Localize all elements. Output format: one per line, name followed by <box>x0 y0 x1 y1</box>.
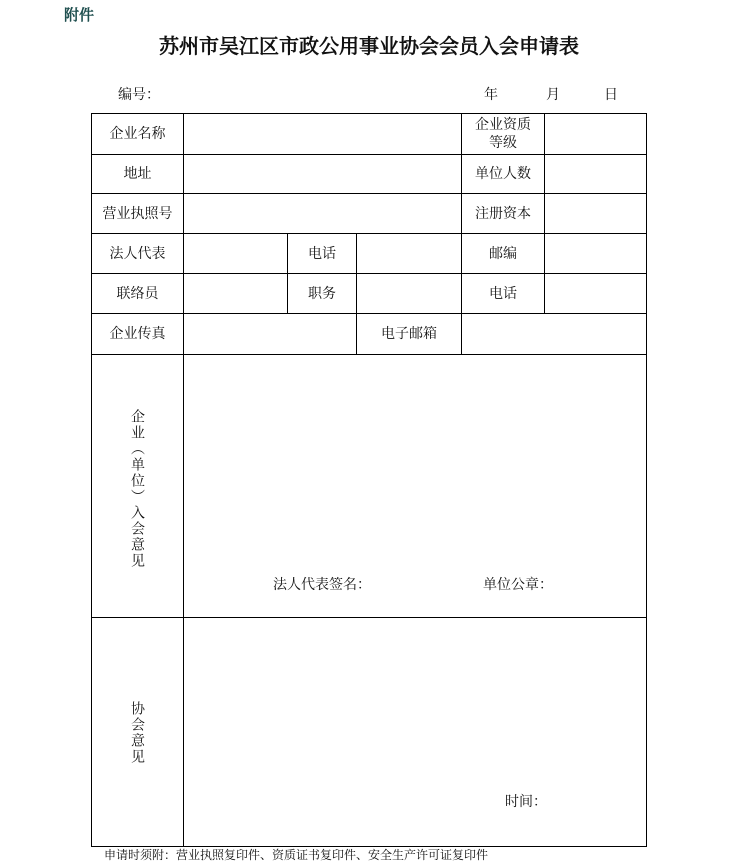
registered-capital-label: 注册资本 <box>475 205 531 222</box>
position-label: 职务 <box>308 285 336 302</box>
company-seal-label: 单位公章： <box>483 577 553 593</box>
address-label: 地址 <box>123 166 152 182</box>
contact-person-label: 联络员 <box>116 285 159 302</box>
postcode-label: 邮编 <box>489 245 517 262</box>
company-name-label: 企业名称 <box>109 126 166 142</box>
contact-phone-label: 电话 <box>489 285 517 302</box>
time-label: 时间： <box>505 794 547 810</box>
footer-note: 申请时须附：营业执照复印件、资质证书复印件、安全生产许可证复印件 <box>104 848 489 862</box>
day-label: 日 <box>604 87 618 103</box>
form-title: 苏州市吴江区市政公用事业协会会员入会申请表 <box>159 34 579 58</box>
license-number-label: 营业执照号 <box>102 205 173 222</box>
number-label: 编号： <box>118 87 160 103</box>
association-opinion-label: 协会意见 <box>129 701 145 765</box>
year-label: 年 <box>484 87 498 103</box>
qualification-label: 企业资质 等级 <box>475 117 531 151</box>
headcount-label: 单位人数 <box>475 166 531 182</box>
legal-signature-label: 法人代表签名： <box>273 577 371 593</box>
phone-label: 电话 <box>308 245 336 262</box>
legal-representative-label: 法人代表 <box>109 245 166 262</box>
month-label: 月 <box>546 87 560 103</box>
attachment-label: 附件 <box>64 6 95 24</box>
company-opinion-label: 企业（单位）入会意见 <box>129 409 145 569</box>
email-label: 电子邮箱 <box>381 326 437 342</box>
fax-label: 企业传真 <box>109 326 166 342</box>
